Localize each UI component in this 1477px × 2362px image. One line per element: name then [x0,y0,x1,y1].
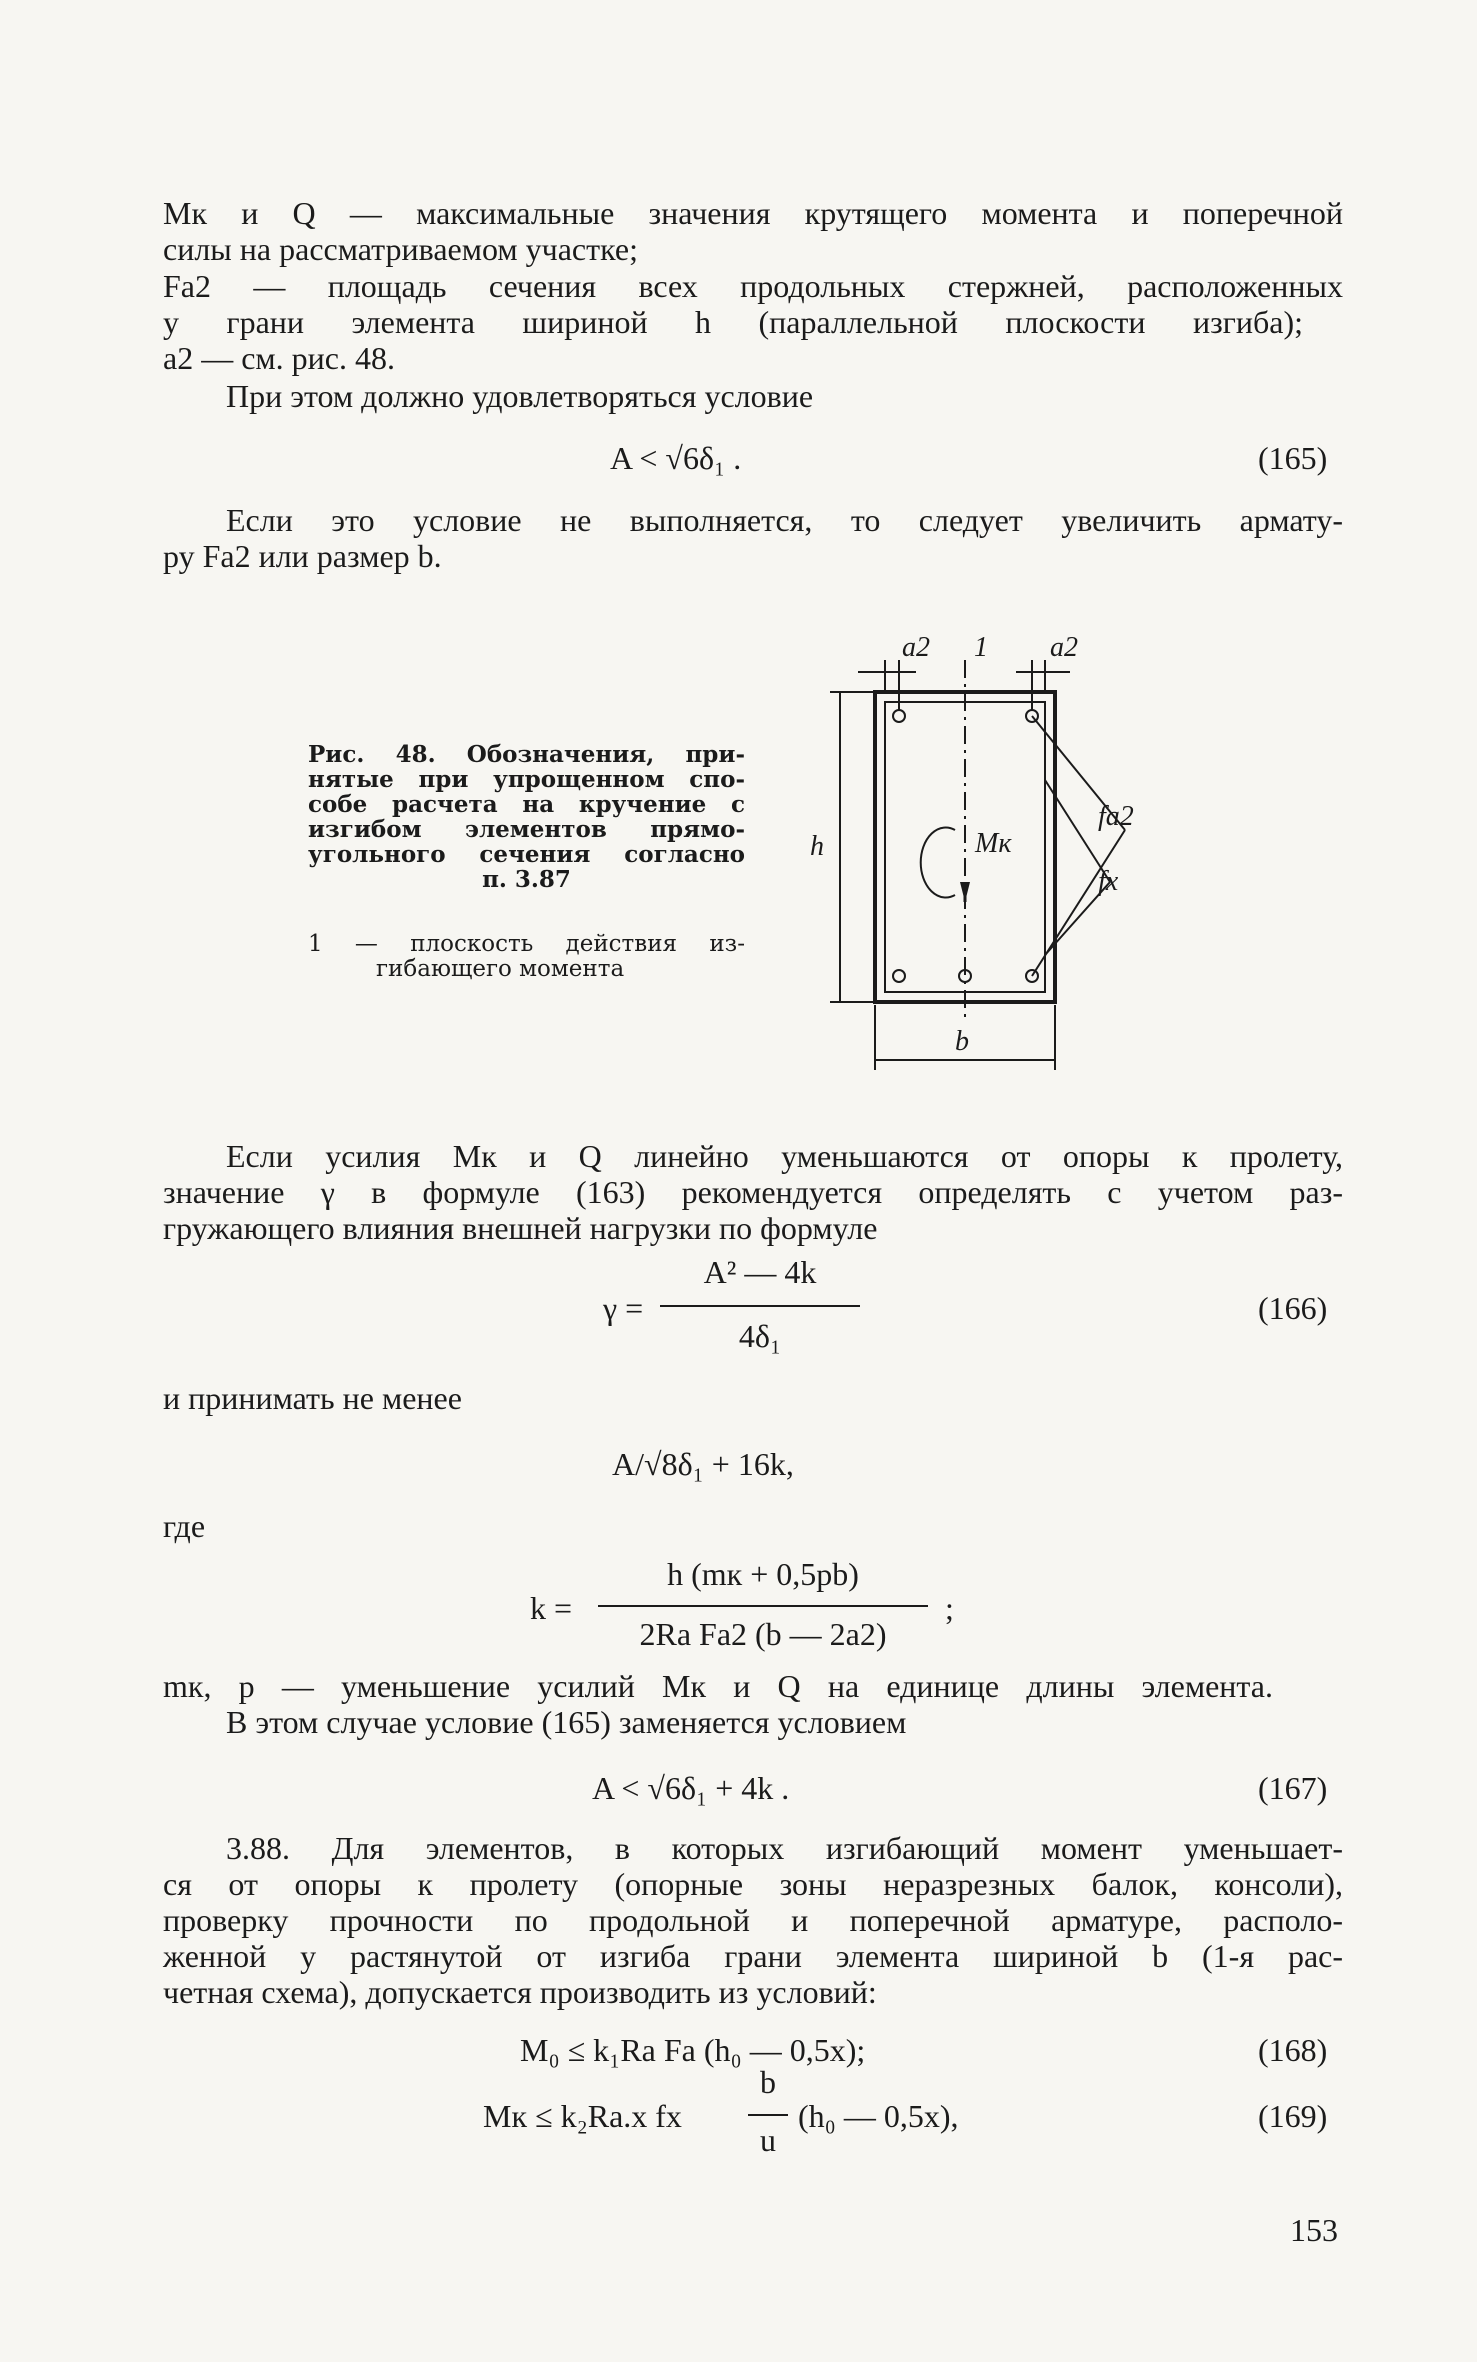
eq169-denominator: u [760,2122,776,2158]
para8-line1: 3.88. Для элементов, в которых изгибающий момент уменьшает- [226,1830,1343,1866]
para1-line2: силы на рассматриваемом участке; [163,231,638,267]
eq-k-denominator: 2Rа Fа2 (b — 2a2) [639,1616,887,1652]
para8-line2: ся от опоры к пролету (опорные зоны неразрезных балок, консоли), [163,1866,1343,1902]
eq166-denominator: 4δ₁ [738,1318,782,1354]
eq166-numerator: A² — 4k [703,1254,817,1290]
eq167-number: (167) [1258,1770,1328,1806]
eq169-fraction-bar [748,2114,788,2116]
eq166-lhs: γ = [603,1290,644,1326]
eq166-fraction-bar [660,1305,860,1307]
eq-k-fraction-bar [598,1605,928,1607]
para8-line4: женной у растянутой от изгиба грани элемента шириной b (1-я рас- [163,1938,1343,1974]
para6: где [163,1508,206,1544]
eq-k-tail: ; [945,1590,954,1626]
label-a2-left: a2 [902,632,930,663]
label-a2-right: a2 [1050,632,1078,663]
para8-line5: четная схема), допускается производить из условий: [163,1974,877,2010]
eq165-formula: A < √6δ₁ . [610,440,742,476]
eq165-number: (165) [1258,440,1328,476]
para7-line1: mк, p — уменьшение усилий Mк и Q на единице длины элемента. [163,1668,1273,1704]
para2: При этом должно удовлетворяться условие [226,378,814,414]
caption-line: п. 3.87 [482,866,571,893]
figure-caption [308,742,745,892]
para1-line4: у грани элемента шириной h (параллельной плоскости изгиба); [163,304,1303,340]
para1-line1: Mк и Q — максимальные значения крутящего момента и поперечной [163,195,1343,231]
para7-line2: В этом случае условие (165) заменяется условием [226,1704,907,1740]
eq166-number: (166) [1258,1290,1328,1326]
caption-line: угольного сечения согласно [308,841,745,868]
para3-line1: Если это условие не выполняется, то следует увеличить армату- [226,502,1343,538]
eq167-formula: A < √6δ₁ + 4k . [592,1770,790,1806]
legend-line: гибающего момента [376,956,625,982]
figure-48-drawing [780,620,1140,1080]
para5: и принимать не менее [163,1380,462,1416]
eq-k-lhs: k = [530,1590,573,1626]
eq168-formula: M₀ ≤ k₁Rа Fа (h₀ — 0,5x); [520,2032,866,2068]
label-b: b [955,1026,969,1057]
para4-line3: гружающего влияния внешней нагрузки по формуле [163,1210,878,1246]
label-mk: Mк [975,828,1012,859]
para8-line3: проверку прочности по продольной и поперечной арматуре, располо- [163,1902,1343,1938]
legend-line: 1 — плоскость действия из- [308,931,745,957]
label-h: h [810,831,824,862]
label-fa2: fa2 [1098,801,1134,832]
para3-line2: ру Fа2 или размер b. [163,538,442,574]
eq-k-numerator: h (mк + 0,5pb) [667,1556,859,1592]
eq169-number: (169) [1258,2098,1328,2134]
para4-line2: значение γ в формуле (163) рекомендуется определять с учетом раз- [163,1174,1343,1210]
eq169-lhs: Mк ≤ k₂Rа.х fх [483,2098,682,2134]
caption-line: нятые при упрощенном спо- [308,766,745,793]
para1-line3: Fа2 — площадь сечения всех продольных стержней, расположенных [163,268,1343,304]
caption-line: собе расчета на кручение с [308,791,745,818]
eq169-numerator: b [760,2064,776,2100]
label-plane-1: 1 [974,632,988,663]
caption-line: изгибом элементов прямо- [308,816,745,843]
eq-min-formula: A/√8δ₁ + 16k, [612,1446,794,1482]
label-fx: fx [1098,866,1119,897]
eq168-number: (168) [1258,2032,1328,2068]
para1-line5: a2 — см. рис. 48. [163,340,395,376]
eq169-rhs: (h₀ — 0,5x), [798,2098,959,2134]
figure-legend [308,932,745,982]
page-number: 153 [1290,2212,1338,2248]
caption-line: Рис. 48. Обозначения, при- [308,741,745,768]
para4-line1: Если усилия Mк и Q линейно уменьшаются от опоры к пролету, [226,1138,1343,1174]
